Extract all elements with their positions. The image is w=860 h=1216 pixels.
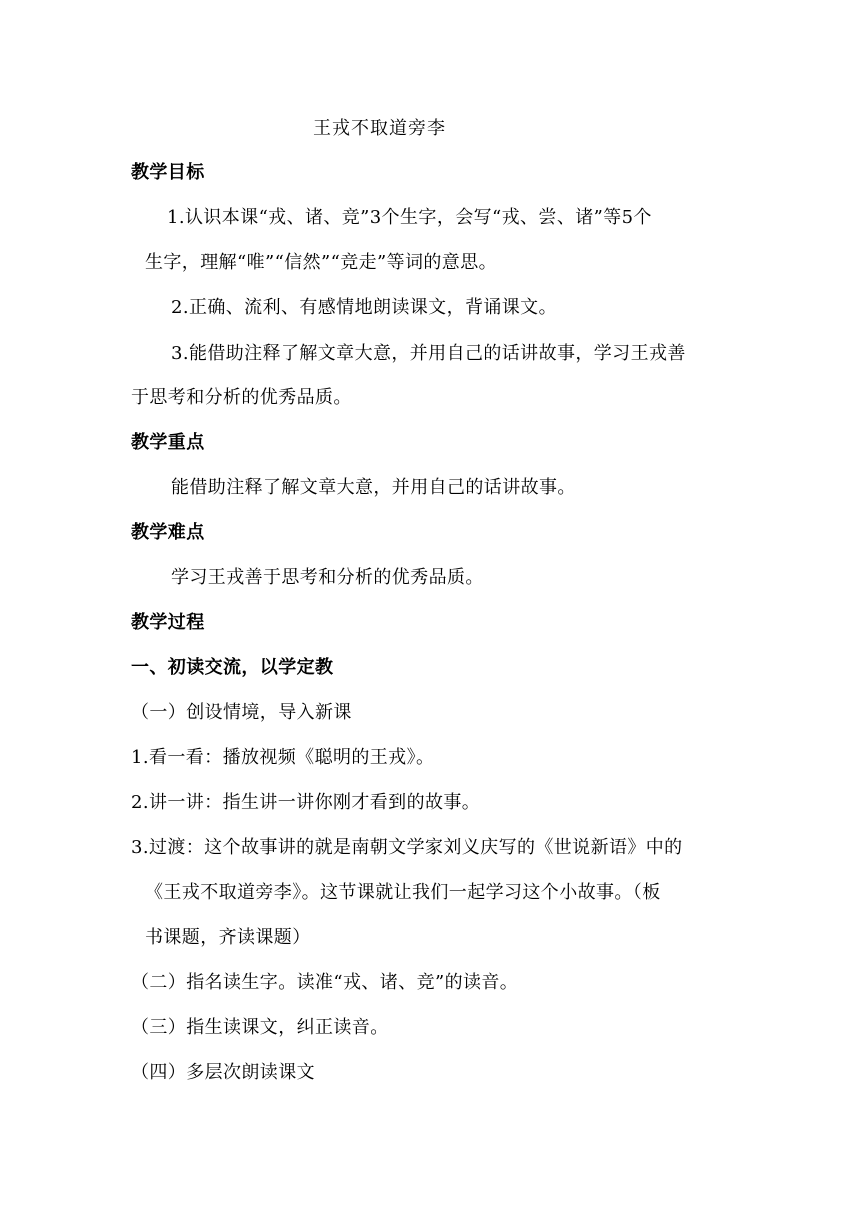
process-heading: 教学过程 (131, 612, 205, 633)
objectives-heading: 教学目标 (131, 162, 205, 183)
objective-2: 2.正确、流利、有感情地朗读课文，背诵课文。 (171, 297, 557, 318)
subsection-4: （四）多层次朗读课文 (131, 1062, 315, 1083)
objective-3-line-1: 3.能借助注释了解文章大意，并用自己的话讲故事，学习王戎善 (171, 343, 686, 364)
key-point-text: 能借助注释了解文章大意，并用自己的话讲故事。 (171, 477, 576, 498)
difficulty-text: 学习王戎善于思考和分析的优秀品质。 (171, 567, 484, 588)
subsection-3: （三）指生读课文，纠正读音。 (131, 1017, 389, 1038)
subsection-2: （二）指名读生字。读准“戎、诸、竞”的读音。 (131, 972, 519, 993)
page-title: 王戎不取道旁李 (313, 118, 446, 139)
step-2: 2.讲一讲：指生讲一讲你刚才看到的故事。 (131, 792, 481, 813)
objective-3-line-2: 于思考和分析的优秀品质。 (131, 387, 352, 408)
objective-1-line-1: 1.认识本课“戎、诸、竞”3个生字，会写“戎、尝、诸”等5个 (167, 207, 652, 228)
step-3-line-1: 3.过渡：这个故事讲的就是南朝文学家刘义庆写的《世说新语》中的 (131, 837, 683, 858)
difficulty-heading: 教学难点 (131, 522, 205, 543)
step-3-line-3: 书课题，齐读课题） (145, 927, 311, 948)
section-1-heading: 一、初读交流，以学定教 (131, 657, 334, 678)
key-point-heading: 教学重点 (131, 432, 205, 453)
subsection-1: （一）创设情境，导入新课 (131, 702, 352, 723)
objective-1-line-2: 生字，理解“唯”“信然”“竞走”等词的意思。 (145, 252, 498, 273)
step-1: 1.看一看：播放视频《聪明的王戎》。 (131, 747, 435, 768)
step-3-line-2: 《王戎不取道旁李》。这节课就让我们一起学习这个小故事。（板 (145, 882, 661, 903)
